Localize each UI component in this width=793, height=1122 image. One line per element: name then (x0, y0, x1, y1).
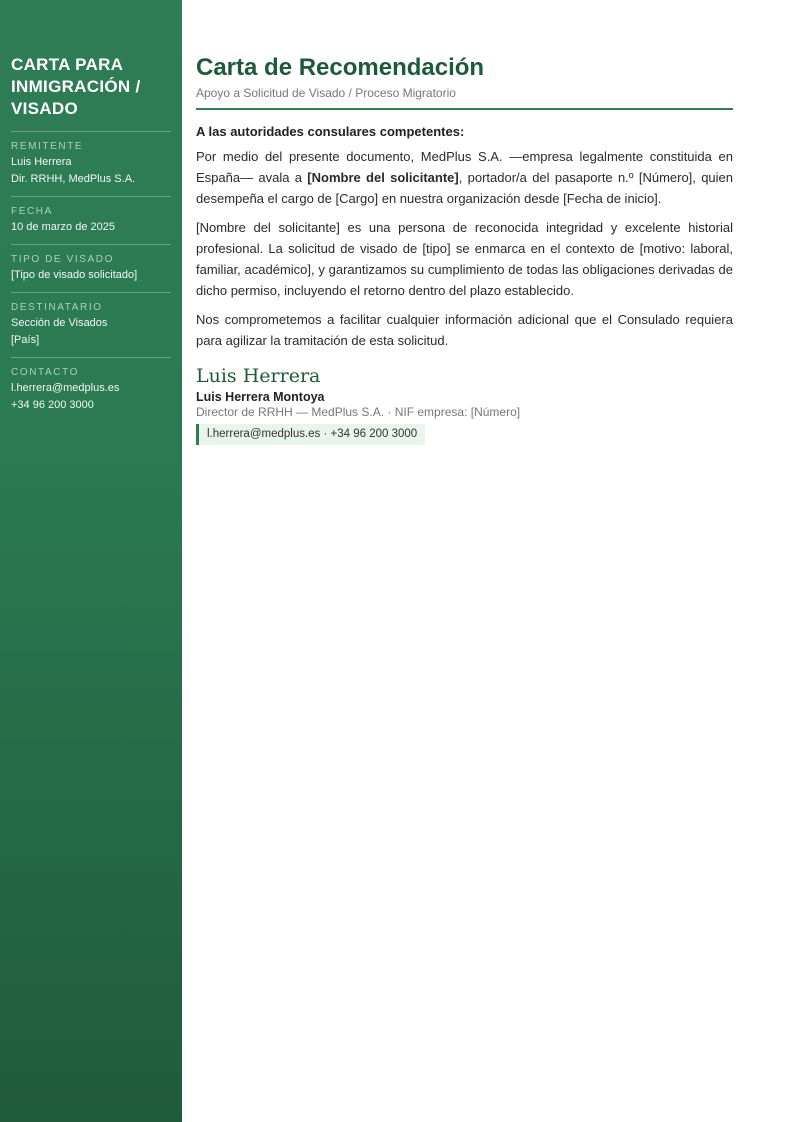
paragraph-1-start: Por medio del presente documento, MedPlus S.A. —empresa legalmente constituida en España— avala a (196, 149, 733, 185)
section-label: DESTINATARIO (11, 302, 103, 313)
section-label: TIPO DE VISADO (11, 254, 114, 265)
signer-role: Director de RRHH — MedPlus S.A. · NIF empresa: [Número] (196, 405, 521, 419)
contact-email[interactable]: l.herrera@medplus.es (11, 382, 120, 394)
sender-role: Dir. RRHH, MedPlus S.A. (11, 173, 136, 185)
sidebar-section-destinatario (11, 292, 171, 357)
salutation: A las autoridades consulares competentes: (196, 124, 465, 139)
section-label: CONTACTO (11, 367, 79, 378)
header-divider (196, 108, 733, 110)
sidebar-section-remitente (11, 131, 171, 196)
signer-full-name: Luis Herrera Montoya (196, 390, 325, 404)
recipient-department: Sección de Visados (11, 317, 108, 329)
page-title: Carta de Recomendación (196, 54, 485, 81)
paragraph-3: Nos comprometemos a facilitar cualquier información adicional que el Consulado requiera para agilizar la tramitación de esta solicitud. (196, 312, 733, 348)
paragraph-1-end: , portador/a del pasaporte n.º [Número], quien desempeña el cargo de [Cargo] en nuestra organización desde [Fecha de inicio]. (196, 170, 734, 206)
sender-name: Luis Herrera (11, 156, 72, 168)
letter-body (196, 52, 733, 445)
section-label: FECHA (11, 206, 53, 217)
applicant-name-placeholder: [Nombre del solicitante] (307, 170, 459, 185)
sidebar-section-tipo-visado (11, 244, 171, 292)
signature-script: Luis Herrera (196, 365, 321, 387)
contact-phone: +34 96 200 3000 (11, 399, 94, 411)
sidebar-section-fecha (11, 196, 171, 244)
sidebar-section-contacto (11, 357, 171, 422)
paragraph-1 (196, 146, 733, 209)
sidebar-title: CARTA PARA INMIGRACIÓN / VISADO (11, 55, 141, 118)
visa-type: [Tipo de visado solicitado] (11, 269, 138, 281)
sidebar (0, 0, 182, 1122)
page-subtitle: Apoyo a Solicitud de Visado / Proceso Migratorio (196, 86, 456, 100)
letter-date: 10 de marzo de 2025 (11, 221, 115, 233)
section-label: REMITENTE (11, 141, 84, 152)
signer-contact-box: l.herrera@medplus.es · +34 96 200 3000 (196, 424, 425, 445)
paragraph-2: [Nombre del solicitante] es una persona de reconocida integridad y excelente historial profesional. La solicitud de visado de [tipo] se enmarca en el contexto de [motivo: laboral, familiar, académico], y garantizamos su cumplimiento de todas las obligaciones derivadas de dicho permiso, incluyendo el retorno dentro del plazo establecido. (196, 220, 733, 298)
recipient-country: [País] (11, 334, 40, 346)
